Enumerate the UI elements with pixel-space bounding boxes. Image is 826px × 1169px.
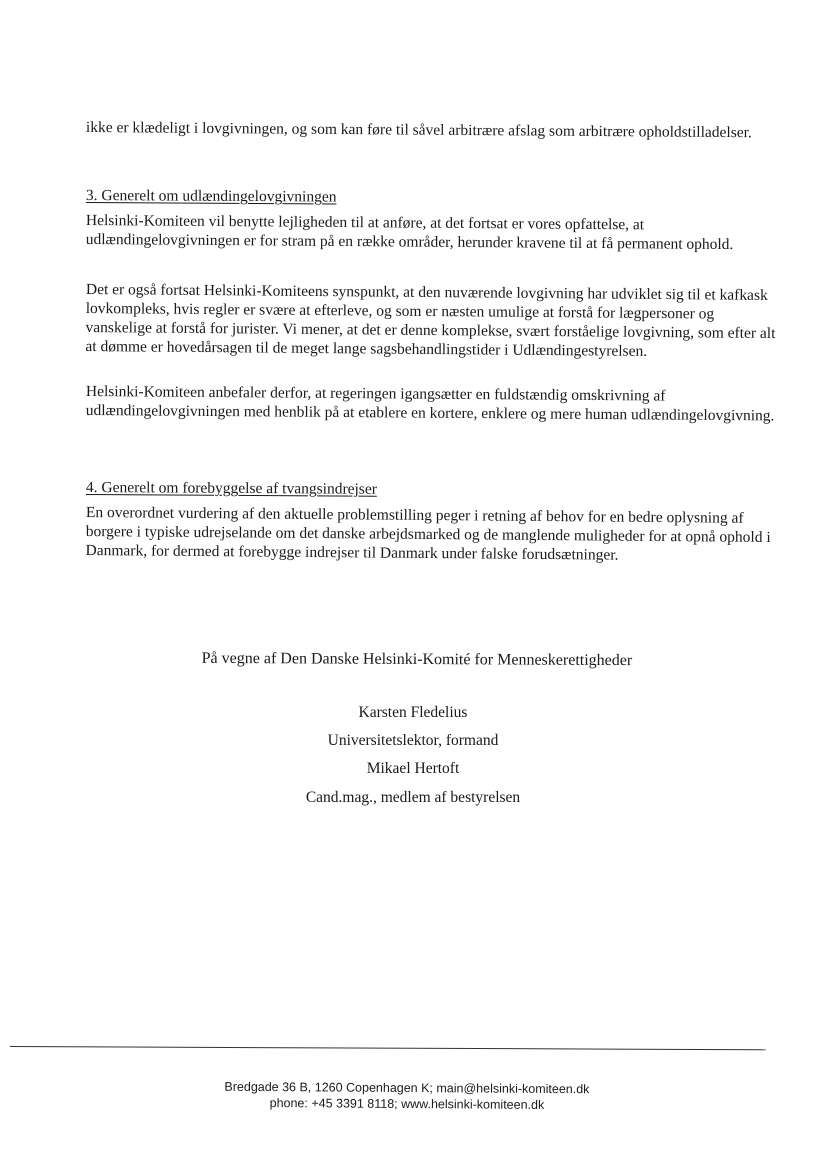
signatory-name: Mikael Hertoft: [366, 760, 460, 777]
section-3-paragraph-1: [86, 211, 776, 254]
footer-contact-line: phone: +45 3391 8118; www.helsinki-komiteen.dk: [269, 1096, 545, 1112]
section-4-paragraph-1: [86, 503, 776, 566]
signatory-title: Cand.mag., medlem af bestyrelsen: [305, 789, 521, 806]
footer-address-line: Bredgade 36 B, 1260 Copenhagen K; main@helsinki-komiteen.dk: [224, 1079, 590, 1097]
intro-continuation-text: ikke er klædeligt i lovgivningen, og som kan føre til såvel arbitrære afslag som arbitrære opholdstilladelser.: [85, 118, 752, 142]
intro-continuation-paragraph: [86, 118, 776, 142]
signature-on-behalf: På vegne af Den Danske Helsinki-Komité for Menneskerettigheder: [201, 649, 633, 670]
section-3-heading: 3. Generelt om udlændingelovgivningen: [85, 186, 337, 206]
paragraph-text: Helsinki-Komiteen anbefaler derfor, at regeringen igangsætter en fuldstændig omskrivning af udlændingelovgivningen med henblik på at etablere en kortere, enklere og mere human udlændingelovgivning.: [85, 382, 775, 425]
signatory-title: Universitetslektor, formand: [327, 732, 499, 749]
section-4-heading: 4. Generelt om forebyggelse af tvangsindrejser: [85, 478, 377, 498]
footer-divider: [10, 1046, 766, 1050]
section-3-paragraph-2: [85, 280, 776, 362]
signatory-name: Karsten Fledelius: [358, 704, 468, 721]
section-3-paragraph-3: [86, 382, 776, 425]
paragraph-text: Det er også fortsat Helsinki-Komiteens synspunkt, at den nuværende lovgivning har udviklet sig til et kafkask lovkompleks, hvis regler er svære at efterleve, og som er næsten umulige at forstå for lægpersoner og vanskelige at forstå for jurister. Vi mener, at det er denne komplekse, svært forståelige lovgivning, som efter alt at dømme er hovedårsagen til de meget lange sagsbehandlingstider i Udlændingestyrelsen.: [85, 280, 776, 360]
paragraph-text: Helsinki-Komiteen vil benytte lejligheden til at anføre, at det fortsat er vores opfattelse, at udlændingelovgivningen er for stram på en række områder, herunder kravene til at få permanent ophold.: [85, 211, 734, 254]
paragraph-text: En overordnet vurdering af den aktuelle problemstilling peger i retning af behov for en bedre oplysning af borgere i typiske udrejselande om det danske arbejdsmarked og de manglende muligheder for at opnå ophold i Danmark, for dermed at forebygge indrejser til Danmark under falske forudsætninger.: [85, 503, 771, 564]
